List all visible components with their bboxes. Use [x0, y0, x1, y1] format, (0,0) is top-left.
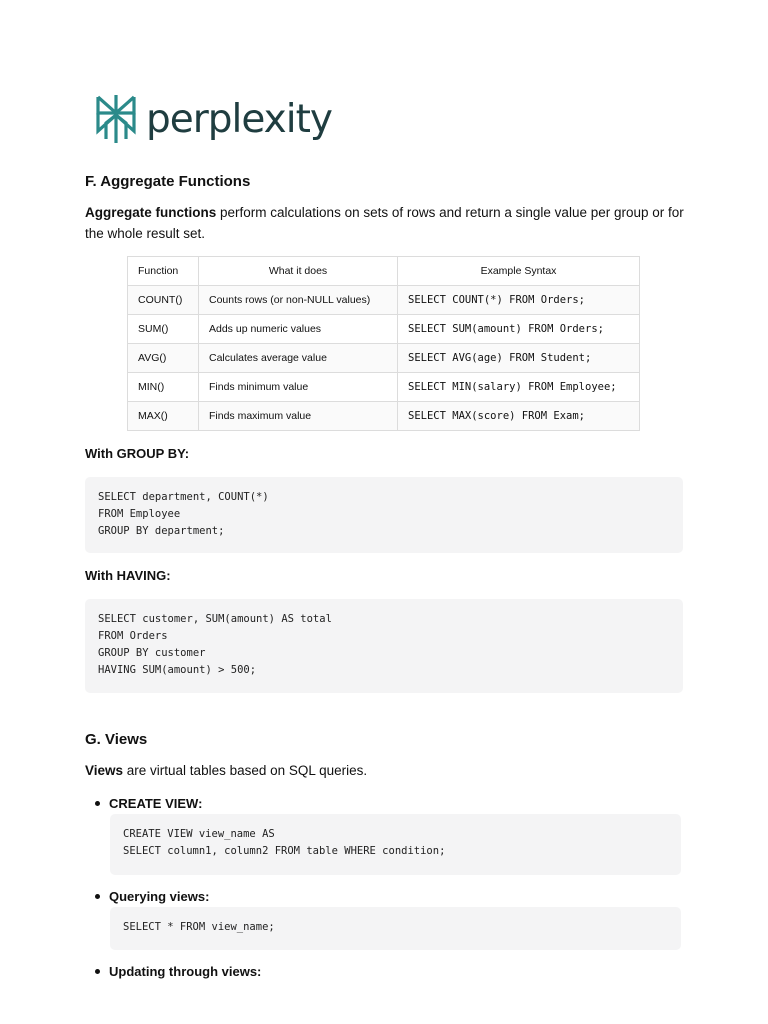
table-row — [128, 286, 640, 315]
views-intro-text: are virtual tables based on SQL queries. — [123, 763, 368, 778]
table-cell-function: COUNT() — [128, 286, 199, 315]
table-cell-description: Adds up numeric values — [199, 315, 398, 344]
bullet-dot — [95, 969, 100, 974]
bullet-dot — [95, 801, 100, 806]
section-heading-views: G. Views — [85, 731, 148, 748]
bullet-updating-views — [95, 964, 261, 979]
perplexity-logo — [94, 93, 332, 145]
perplexity-logo-text: perplexity — [146, 96, 332, 142]
table-cell-syntax: SELECT SUM(amount) FROM Orders; — [398, 315, 640, 344]
table-row — [128, 315, 640, 344]
views-intro — [85, 760, 690, 781]
having-code-block: SELECT customer, SUM(amount) AS total FROM Orders GROUP BY customer HAVING SUM(amount) > 500; — [85, 599, 683, 693]
table-cell-syntax: SELECT MIN(salary) FROM Employee; — [398, 373, 640, 402]
querying-views-code-block: SELECT * FROM view_name; — [110, 907, 681, 950]
table-row — [128, 402, 640, 431]
table-cell-description: Finds minimum value — [199, 373, 398, 402]
bullet-label: Updating through views: — [109, 964, 262, 979]
table-cell-syntax: SELECT MAX(score) FROM Exam; — [398, 402, 640, 431]
bullet-label: CREATE VIEW: — [109, 796, 203, 811]
perplexity-logo-icon — [94, 93, 138, 145]
table-cell-description: Calculates average value — [199, 344, 398, 373]
bullet-querying-views — [95, 889, 209, 904]
table-cell-syntax: SELECT COUNT(*) FROM Orders; — [398, 286, 640, 315]
aggregate-intro-text: perform calculations on sets of rows and return a single value per group or for the whole result set. — [85, 205, 684, 241]
group-by-code-block: SELECT department, COUNT(*) FROM Employee GROUP BY department; — [85, 477, 683, 553]
views-intro-bold: Views — [85, 763, 124, 778]
table-header-row — [128, 257, 640, 286]
table-cell-function: SUM() — [128, 315, 199, 344]
having-label: With HAVING: — [85, 568, 171, 583]
table-cell-function: MAX() — [128, 402, 199, 431]
create-view-code-block: CREATE VIEW view_name AS SELECT column1, column2 FROM table WHERE condition; — [110, 814, 681, 875]
group-by-label: With GROUP BY: — [85, 446, 190, 461]
aggregate-functions-table — [127, 256, 640, 431]
table-header-syntax: Example Syntax — [398, 257, 640, 286]
section-heading-aggregate: F. Aggregate Functions — [85, 173, 251, 190]
table-header-function: Function — [128, 257, 199, 286]
bullet-dot — [95, 894, 100, 899]
table-row — [128, 373, 640, 402]
table-cell-function: MIN() — [128, 373, 199, 402]
aggregate-intro — [85, 202, 690, 244]
aggregate-intro-bold: Aggregate functions — [85, 205, 217, 220]
table-cell-syntax: SELECT AVG(age) FROM Student; — [398, 344, 640, 373]
table-row — [128, 344, 640, 373]
table-cell-description: Counts rows (or non-NULL values) — [199, 286, 398, 315]
bullet-create-view — [95, 796, 202, 811]
table-cell-function: AVG() — [128, 344, 199, 373]
bullet-label: Querying views: — [109, 889, 210, 904]
table-header-what: What it does — [199, 257, 398, 286]
table-cell-description: Finds maximum value — [199, 402, 398, 431]
